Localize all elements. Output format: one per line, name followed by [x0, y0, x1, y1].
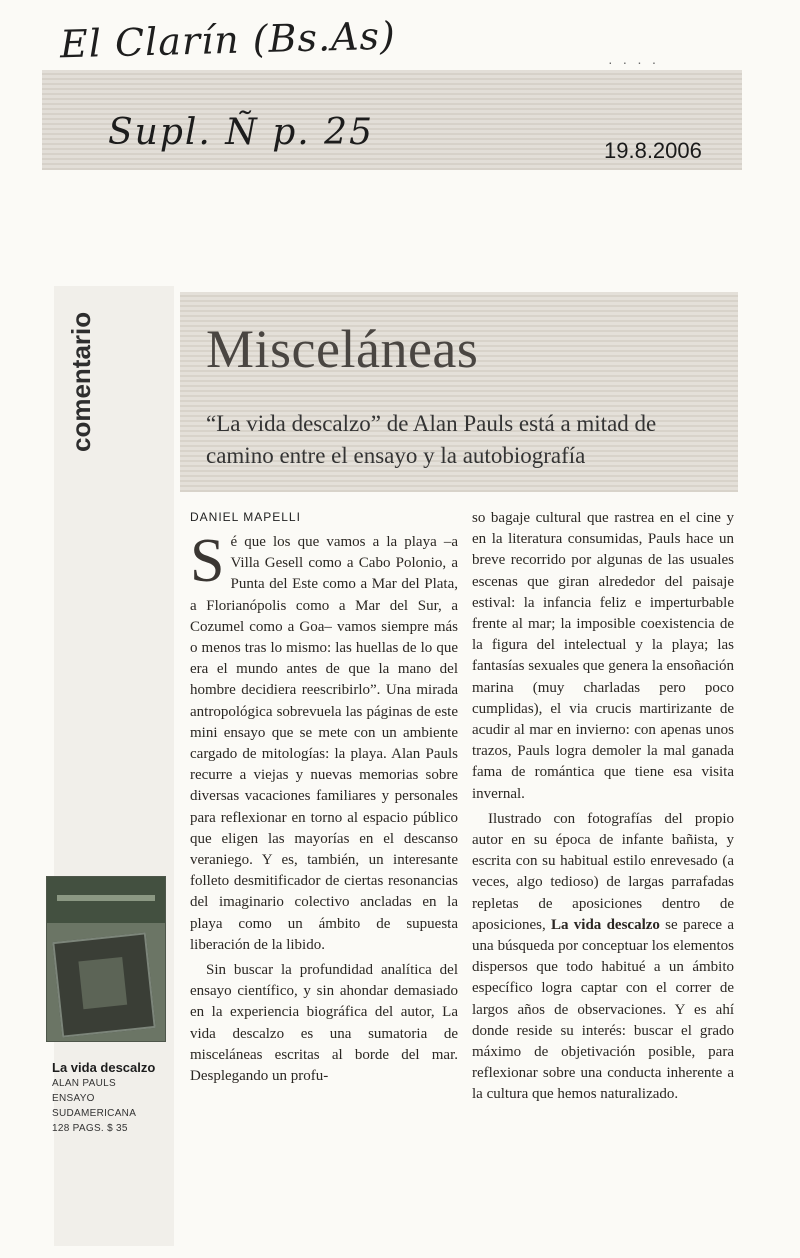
section-label: comentario	[66, 311, 96, 452]
column-1-paragraph-2: Sin buscar la profundidad analítica del ensayo científico, y sin ahondar demasiado en la experiencia biográfica del autor, La vida descalzo es una sumatoria de misceláneas escritas al borde del mar. Desplegando un profu-	[190, 962, 458, 1085]
handwritten-section-note: Supl. Ñ p. 25	[108, 112, 374, 153]
book-caption-author: ALAN PAULS	[52, 1078, 116, 1089]
article-column-1	[190, 527, 458, 1087]
article-headline: Misceláneas	[206, 319, 479, 379]
publication-date: 19.8.2006	[604, 138, 702, 163]
column-2-paragraph-2-start: Ilustrado con fotografías del propio autor en su época de infante bañista, y escrita con su habitual estilo enrevesado (a veces, algo tedioso) de largas parrafadas repletas de aposiciones dentro de aposiciones,	[472, 810, 734, 933]
top-right-marks: · · · ·	[608, 54, 660, 70]
article-column-2	[472, 508, 734, 1106]
column-1-paragraph-1	[190, 527, 458, 956]
book-title-inline: La vida descalzo	[551, 916, 660, 933]
drop-cap: S	[190, 527, 225, 595]
article-subtitle: “La vida descalzo” de Alan Pauls está a mitad de camino entre el ensayo y la autobiografía	[206, 411, 657, 468]
book-cover-image	[46, 876, 166, 1042]
book-caption-title: La vida descalzo	[52, 1060, 156, 1075]
book-cover-band	[47, 877, 165, 923]
article-byline: DANIEL MAPELLI	[190, 510, 301, 524]
book-cover-photo	[52, 932, 156, 1037]
handwritten-source-note: El Clarín (Bs.As)	[59, 13, 397, 67]
book-caption-publisher: SUDAMERICANA	[52, 1108, 137, 1119]
column-2-paragraph-2-end: se parece a una búsqueda por conceptuar los elementos dispersos que todo habitué a un ámbito específico logra captar con el correr de largos años de observaciones. Y es ahí donde reside su interés: buscar el grado máximo de objetivación posible, para reflexionar sobre una conducta inherente a la cultura que hemos naturalizado.	[472, 916, 735, 1103]
column-1-paragraph-1-text: é que los que vamos a la playa –a Villa Gesell como a Cabo Polonio, a Punta del Este como a Mar del Plata, a Florianópolis como a Mar del Sur, a Cozumel como a Goa– vamos siempre más o menos tras lo mismo: las huellas de lo que era el mundo antes de que la mano del hombre decidiera reescribirlo”. Una mirada antropológica sobrevuela las páginas de este mini ensayo que se mete con un ambiente cargado de mitologías: la playa. Alan Pauls recurre a viejas y nuevas memorias sobre diversas vacaciones familiares y personales para reflexionar en torno al espacio público que eligen las mayorías en el descanso veraniego. Y es, también, un interesante folleto desmitificador de ciertas resonancias del imaginario colectivo ancladas en la playa como un ámbito de supuesta liberación de la libido.	[190, 534, 458, 953]
column-2-paragraph-2	[472, 809, 734, 1106]
column-2-paragraph-1: so bagaje cultural que rastrea en el cine y en la literatura consumidas, Pauls hace un breve recorrido por algunas de las usuales escenas que giran alrededor del paisaje estival: la infancia feliz e imperturbable frente al mar; la imposible coexistencia de la figura del intelectual y la playa; las fantasías sexuales que genera la ensoñación marina (muy charladas pero poco cumplidas), el via crucis martirizante de acudir al mar en invierno: con apenas unos trazos, Pauls logra demoler la mal ganada fama de romántica que tiene esa visita invernal.	[472, 510, 734, 802]
book-caption-genre: ENSAYO	[52, 1093, 95, 1104]
book-caption	[52, 1060, 172, 1136]
book-caption-details: 128 PAGS. $ 35	[52, 1123, 128, 1134]
